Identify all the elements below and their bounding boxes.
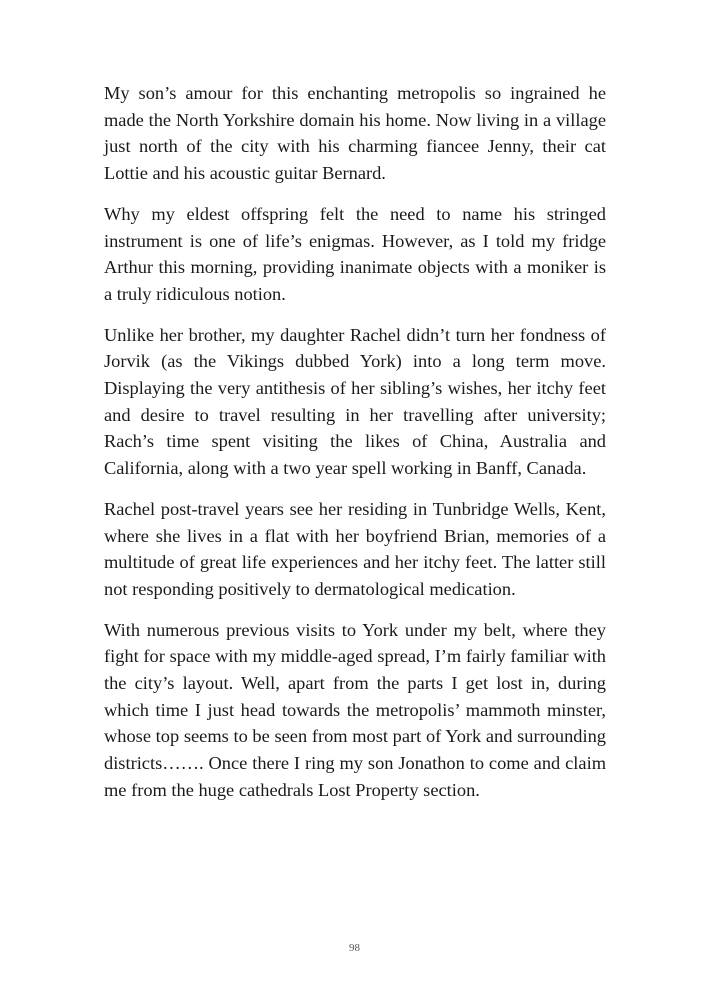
- paragraph-2: Why my eldest offspring felt the need to name his stringed instrument is one of life’s enigmas. However, as I told my fridge Arthur this morning, providing inanimate objects with a moniker is a truly ridiculous notion.: [104, 203, 606, 304]
- page-number: 98: [349, 942, 360, 954]
- paragraph-1: My son’s amour for this enchanting metropolis so ingrained he made the North Yorkshire domain his home. Now living in a village just north of the city with his charming fiancee Jenny, their cat Lottie and his acoustic guitar Bernard.: [104, 83, 606, 184]
- paragraph-5: With numerous previous visits to York under my belt, where they fight for space with my middle-aged spread, I’m fairly familiar with the city’s layout. Well, apart from the parts I get lost in, during which time I just head towards the metropolis’ mammoth minster, whose top seems to be seen from most part of York and surrounding districts……. Once there I ring my son Jonathon to come and claim me from the huge cathedrals Lost Property section.: [104, 619, 606, 800]
- paragraph-3: Unlike her brother, my daughter Rachel didn’t turn her fondness of Jorvik (as the Vikings dubbed York) into a long term move. Displaying the very antithesis of her sibling’s wishes, her itchy feet and desire to travel resulting in her travelling after university; Rach’s time spent visiting the likes of China, Australia and California, along with a two year spell working in Banff, Canada.: [104, 324, 606, 479]
- paragraph-4: Rachel post-travel years see her residing in Tunbridge Wells, Kent, where she lives in a flat with her boyfriend Brian, memories of a multitude of great life experiences and her itchy feet. The latter still not responding positively to dermatological medication.: [104, 498, 606, 599]
- page-body: [104, 80, 606, 818]
